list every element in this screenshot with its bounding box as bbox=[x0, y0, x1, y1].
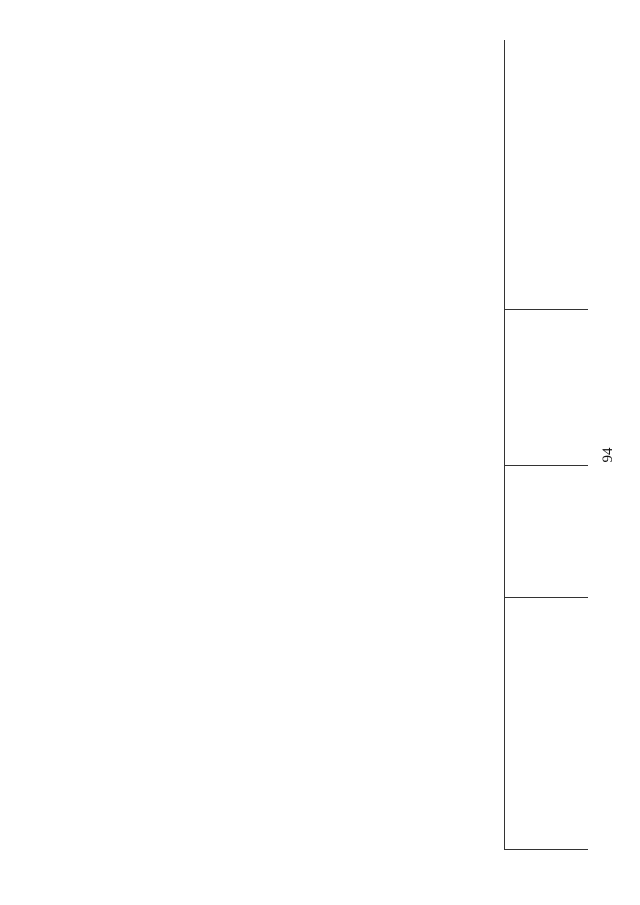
page-number: 94 bbox=[600, 447, 616, 463]
text-line bbox=[330, 83, 344, 313]
text-line bbox=[218, 83, 232, 313]
text-line bbox=[344, 83, 358, 313]
text-line bbox=[131, 83, 145, 313]
text-line bbox=[89, 83, 103, 313]
text-line bbox=[483, 83, 497, 313]
column-header-test-method-standards bbox=[512, 40, 584, 310]
text-line bbox=[302, 83, 316, 313]
text-line bbox=[145, 83, 159, 313]
text-line bbox=[47, 83, 61, 313]
text-line bbox=[497, 83, 511, 313]
text-line bbox=[159, 83, 173, 313]
column-header-identification bbox=[512, 466, 584, 598]
text-line bbox=[469, 83, 483, 313]
text-line bbox=[386, 83, 400, 313]
text-line bbox=[316, 83, 330, 313]
text-line bbox=[187, 83, 201, 313]
text-line bbox=[33, 83, 47, 313]
text-line bbox=[455, 83, 469, 313]
standard-reference bbox=[5, 83, 201, 313]
text-line bbox=[288, 83, 302, 313]
text-line bbox=[19, 83, 33, 313]
text-line bbox=[246, 83, 260, 313]
text-line bbox=[232, 83, 246, 313]
text-line bbox=[260, 83, 274, 313]
text-line bbox=[5, 83, 19, 313]
text-line bbox=[204, 83, 218, 313]
column-header-requirement-standards bbox=[512, 310, 584, 466]
text-line bbox=[274, 83, 288, 313]
text-line bbox=[117, 83, 131, 313]
standard-reference bbox=[455, 83, 511, 313]
text-line bbox=[103, 83, 117, 313]
text-line bbox=[372, 83, 386, 313]
text-line bbox=[61, 83, 75, 313]
text-line bbox=[400, 83, 414, 313]
text-line bbox=[75, 83, 89, 313]
column-header-product-name bbox=[512, 598, 584, 850]
text-line bbox=[358, 83, 372, 313]
text-line bbox=[173, 83, 187, 313]
standard-reference bbox=[190, 83, 414, 313]
